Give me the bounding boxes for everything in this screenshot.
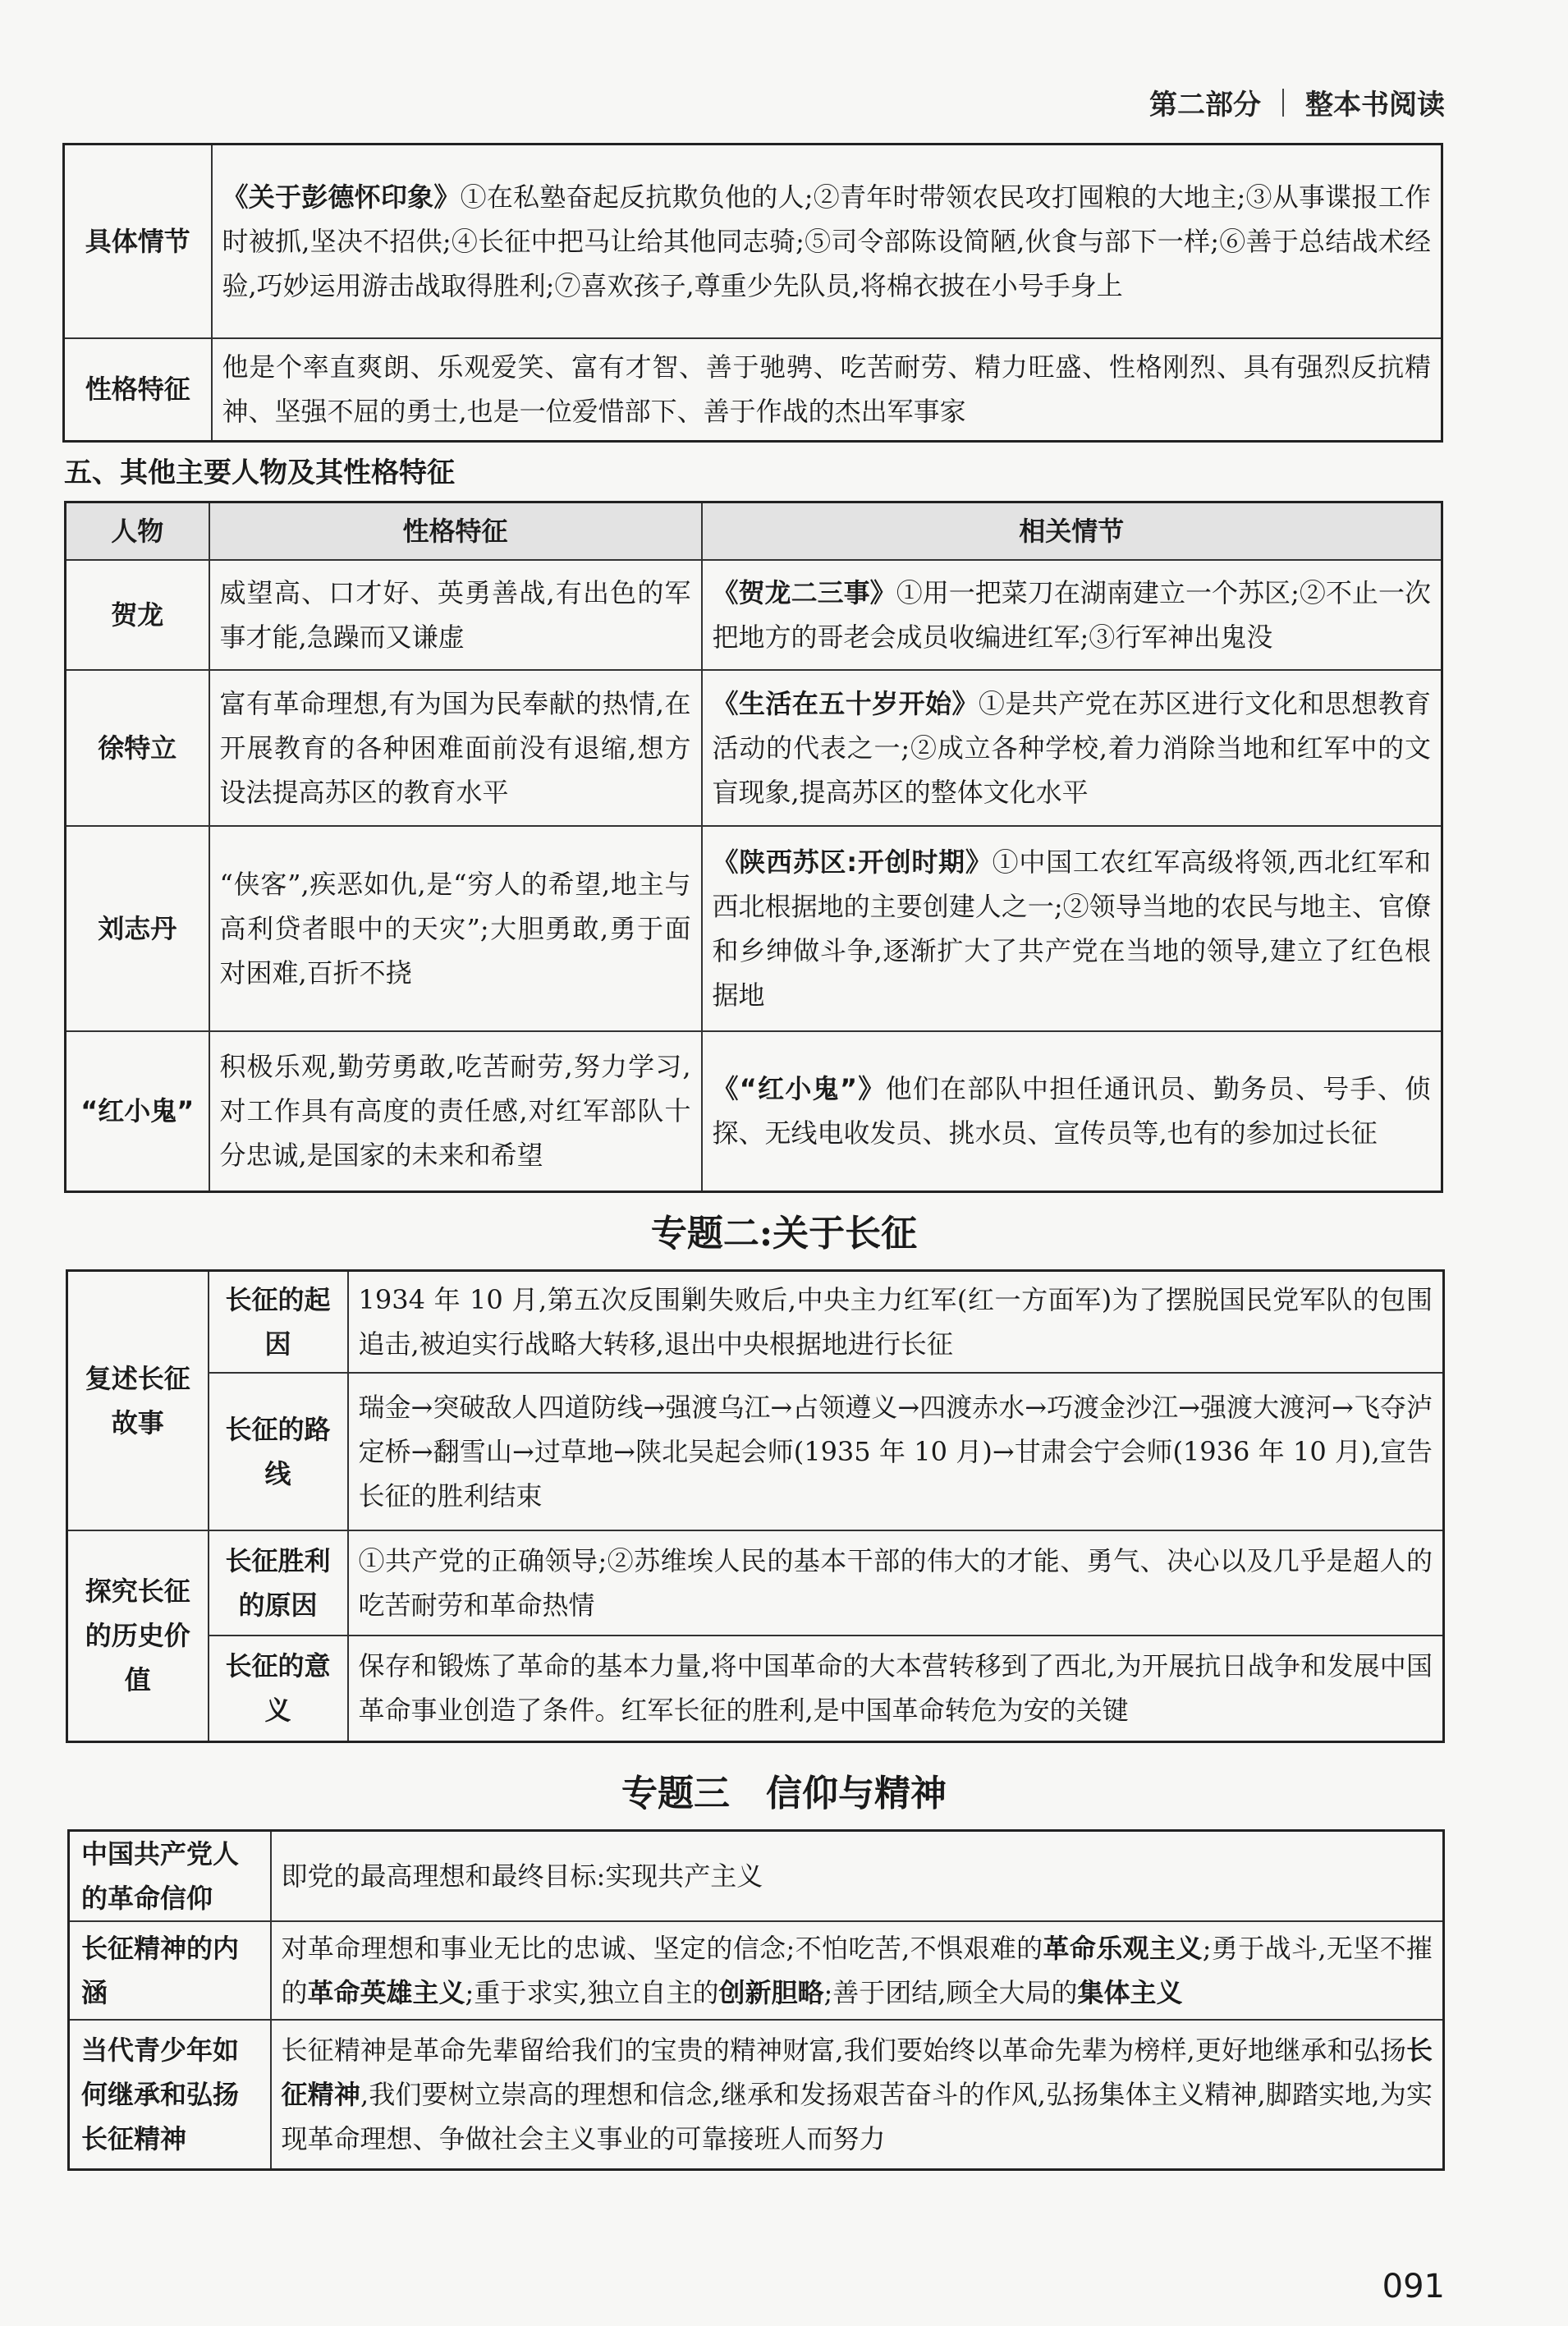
row-text: 1934 年 10 月,第五次反围剿失败后,中央主力红军(红一方面军)为了摆脱国民党军队的包围追击,被迫实行战略大转移,退出中央根据地进行长征 — [348, 1271, 1444, 1373]
plot-title: 《贺龙二三事》 — [712, 576, 896, 608]
row-text: 即党的最高理想和最终目标:实现共产主义 — [271, 1831, 1444, 1922]
running-header — [1149, 82, 1445, 122]
plot-title: 《“红小鬼”》 — [712, 1073, 886, 1105]
row-label: 长征的路线 — [209, 1373, 348, 1530]
person-plot — [702, 670, 1442, 826]
table-row — [66, 826, 1442, 1031]
table-row — [64, 145, 1442, 338]
header-divider — [1282, 89, 1284, 117]
table-row — [67, 1530, 1444, 1636]
plot-title: 《陕西苏区:开创时期》 — [712, 846, 993, 878]
header-section: 整本书阅读 — [1305, 89, 1445, 122]
keyword-revolutionary-heroism: 革命英雄主义 — [307, 1977, 465, 2008]
row-label: 中国共产党人的革命信仰 — [69, 1831, 271, 1922]
topic2-title: 专题二:关于长征 — [650, 1213, 918, 1255]
row-text — [271, 1921, 1444, 2020]
person-plot — [702, 826, 1442, 1031]
plot-body: ①用一把菜刀在湖南建立一个苏区;②不止一次把地方的哥老会成员收编进红军;③行军神出鬼没 — [712, 576, 1431, 653]
label-plot: 具体情节 — [64, 145, 212, 338]
row-text: 瑞金→突破敌人四道防线→强渡乌江→占领遵义→四渡赤水→巧渡金沙江→强渡大渡河→飞夺泸定桥→翻雪山→过草地→陕北吴起会师(1935 年 10 月)→甘肃会宁会师(1936 年 10 月),宣告长征的胜利结束 — [348, 1373, 1444, 1530]
person-traits: 积极乐观,勤劳勇敢,吃苦耐劳,努力学习,对工作具有高度的责任感,对红军部队十分忠诚,是国家的未来和希望 — [209, 1031, 702, 1192]
topic3-title: 专题三 信仰与精神 — [621, 1773, 947, 1814]
table-row — [67, 1373, 1444, 1530]
text-span: ;善于团结,顾全大局的 — [823, 1977, 1078, 2008]
table-row — [66, 560, 1442, 670]
plot-body: ①中国工农红军高级将领,西北红军和西北根据地的主要创建人之一;②领导当地的农民与地主、官僚和乡绅做斗争,逐渐扩大了共产党在当地的领导,建立了红色根据地 — [712, 846, 1431, 1011]
keyword-innovation: 创新胆略 — [718, 1977, 824, 2008]
table-row — [67, 1636, 1444, 1742]
text-span: ;重于求实,独立自主的 — [465, 1977, 719, 2008]
plot-body: ①在私塾奋起反抗欺负他的人;②青年时带领农民攻打囤粮的大地主;③从事谍报工作时被抓,坚决不招供;④长征中把马让给其他同志骑;⑤司令部陈设简陋,伙食与部下一样;⑥善于总结战术经验,巧妙运用游击战取得胜利;⑦喜欢孩子,尊重少先队员,将棉衣披在小号手身上 — [222, 181, 1431, 301]
col-header-traits: 性格特征 — [209, 502, 702, 560]
row-label: 长征的意义 — [209, 1636, 348, 1742]
page-number: 091 — [1382, 2268, 1445, 2305]
faith-table — [67, 1829, 1445, 2171]
text-span: 对革命理想和事业无比的忠诚、坚定的信念;不怕吃苦,不惧艰难的 — [281, 1933, 1043, 1964]
header-part: 第二部分 — [1149, 89, 1261, 122]
person-name: 贺龙 — [66, 560, 209, 670]
table-row — [67, 1271, 1444, 1373]
row-text: 保存和锻炼了革命的基本力量,将中国革命的大本营转移到了西北,为开展抗日战争和发展中国革命事业创造了条件。红军长征的胜利,是中国革命转危为安的关键 — [348, 1636, 1444, 1742]
section-heading: 五、其他主要人物及其性格特征 — [64, 456, 455, 489]
person-plot — [702, 1031, 1442, 1192]
person-name: “红小鬼” — [66, 1031, 209, 1192]
traits-text: 他是个率直爽朗、乐观爱笑、富有才智、善于驰骋、吃苦耐劳、精力旺盛、性格刚烈、具有强烈反抗精神、坚强不屈的勇士,也是一位爱惜部下、善于作战的杰出军事家 — [212, 338, 1442, 442]
keyword-long-march-spirit: 长征精神 — [281, 2034, 1433, 2110]
row-label: 长征精神的内涵 — [69, 1921, 271, 2020]
table-row — [69, 1921, 1444, 2020]
text-span: ;勇于战斗,无坚不摧的 — [281, 1933, 1433, 2008]
keyword-collectivism: 集体主义 — [1077, 1977, 1183, 2008]
row-text: ①共产党的正确领导;②苏维埃人民的基本干部的伟大的才能、勇气、决心以及几乎是超人的吃苦耐劳和革命热情 — [348, 1530, 1444, 1636]
plot-title: 《生活在五十岁开始》 — [712, 687, 979, 719]
person-name: 刘志丹 — [66, 826, 209, 1031]
table-header-row — [66, 502, 1442, 560]
col-header-person: 人物 — [66, 502, 209, 560]
plot-body: ①是共产党在苏区进行文化和思想教育活动的代表之一;②成立各种学校,着力消除当地和红军中的文盲现象,提高苏区的整体文化水平 — [712, 687, 1431, 808]
table-row — [66, 670, 1442, 826]
group-retell: 复述长征故事 — [67, 1271, 209, 1530]
label-traits: 性格特征 — [64, 338, 212, 442]
person-name: 徐特立 — [66, 670, 209, 826]
text-span: 长征精神是革命先辈留给我们的宝贵的精神财富,我们要始终以革命先辈为榜样,更好地继承和弘扬 — [281, 2034, 1406, 2066]
keyword-revolutionary-optimism: 革命乐观主义 — [1043, 1933, 1203, 1964]
figures-table — [64, 501, 1443, 1193]
row-text — [271, 2020, 1444, 2169]
person-traits: 威望高、口才好、英勇善战,有出色的军事才能,急躁而又谦虚 — [209, 560, 702, 670]
table-row — [64, 338, 1442, 442]
plot-text — [212, 145, 1442, 338]
person-traits: 富有革命理想,有为国为民奉献的热情,在开展教育的各种困难面前没有退缩,想方设法提高苏区的教育水平 — [209, 670, 702, 826]
table-row — [69, 2020, 1444, 2169]
plot-body: 他们在部队中担任通讯员、勤务员、号手、侦探、无线电收发员、挑水员、宣传员等,也有的参加过长征 — [712, 1073, 1431, 1149]
plot-title: 《关于彭德怀印象》 — [222, 181, 461, 213]
peng-dehuai-table — [62, 143, 1443, 443]
person-plot — [702, 560, 1442, 670]
col-header-plot: 相关情节 — [702, 502, 1442, 560]
table-row — [69, 1831, 1444, 1922]
person-traits: “侠客”,疾恶如仇,是“穷人的希望,地主与高利贷者眼中的天灾”;大胆勇敢,勇于面对困难,百折不挠 — [209, 826, 702, 1031]
row-label: 长征的起因 — [209, 1271, 348, 1373]
row-label: 长征胜利的原因 — [209, 1530, 348, 1636]
table-row — [66, 1031, 1442, 1192]
row-label: 当代青少年如何继承和弘扬长征精神 — [69, 2020, 271, 2169]
group-explore: 探究长征的历史价值 — [67, 1530, 209, 1742]
text-span: ,我们要树立崇高的理想和信念,继承和发扬艰苦奋斗的作风,弘扬集体主义精神,脚踏实地,为实现革命理想、争做社会主义事业的可靠接班人而努力 — [281, 2078, 1433, 2154]
long-march-table — [66, 1269, 1445, 1743]
